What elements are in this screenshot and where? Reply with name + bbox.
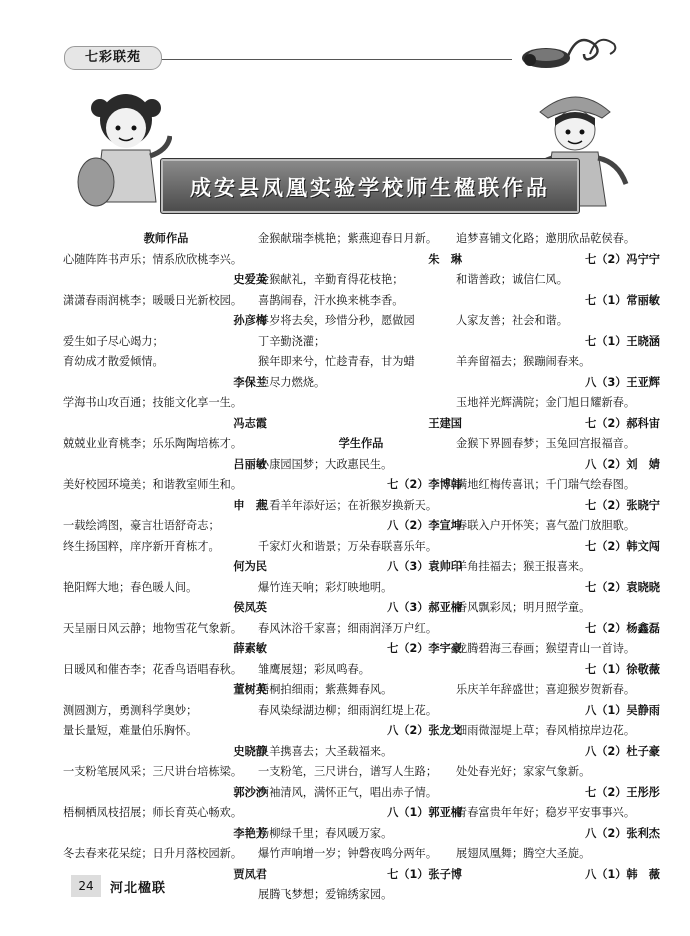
couplet-line: 小康园国梦；大政惠民生。 xyxy=(258,457,393,471)
couplet-line: 心随阵阵书声乐；情系欣欣桃李兴。 xyxy=(63,252,243,266)
couplet-line: 冬去春来花呆绽；日升月落校园新。 xyxy=(63,847,243,860)
author-name: 七（1）常丽敏 xyxy=(585,293,660,307)
couplet-line: 金猴献瑞李桃艳；紫燕迎春日月新。 xyxy=(258,232,438,245)
author-name: 七（1）徐敬薇 xyxy=(585,662,660,676)
column-1 xyxy=(63,229,269,885)
couplet-line: 炬尽力燃烧。 xyxy=(258,375,326,389)
couplet-line: 和谐善政；诚信仁风。 xyxy=(456,273,568,286)
author-name: 七（2）郝科宙 xyxy=(585,416,660,430)
couplet-line: 羊角挂福去；猴王报喜来。 xyxy=(456,560,591,573)
decorative-ornament-icon xyxy=(510,30,620,72)
author-name: 八（2）刘 婧 xyxy=(585,457,660,471)
couplet-line: 金猴下界圆春梦；玉兔回宫报福音。 xyxy=(456,437,636,450)
couplet-line: 爱生如子尽心竭力； xyxy=(63,334,164,348)
section-heading: 教师作品 xyxy=(143,232,189,245)
couplet-line: 青春富贵年年好；稳岁平安事事兴。 xyxy=(456,806,636,819)
author-name: 八（2）张利杰 xyxy=(585,826,660,840)
author-name: 王建国 xyxy=(428,416,462,430)
author-name: 李保兰 xyxy=(233,375,267,389)
page-number: 24 xyxy=(71,875,101,897)
couplet-line: 一载绘鸿图，豪言壮语舒奇志； xyxy=(63,519,220,532)
author-name: 朱 琳 xyxy=(428,252,462,266)
couplet-line: 乐庆羊年辞盛世；喜迎猴岁贺新春。 xyxy=(456,683,636,696)
couplet-line: 美好校园环境美；和谐教室师生和。 xyxy=(63,478,243,491)
couplet-line: 春风染绿湖边柳；细雨润红堤上花。 xyxy=(258,703,438,717)
couplet-line: 人家友善；社会和谐。 xyxy=(456,314,568,327)
header-divider xyxy=(162,59,512,60)
couplet-line: 细雨微湿堤上草；春风梢掠岸边花。 xyxy=(456,724,636,737)
couplet-line: 天呈丽日风云静；地物雪花气象新。 xyxy=(63,621,243,635)
section-heading: 学生作品 xyxy=(338,437,384,450)
author-name: 冯志霞 xyxy=(233,416,267,430)
author-name: 八（3）郝亚楠 xyxy=(387,601,462,614)
couplet-line: 艳阳辉大地；春色暖人间。 xyxy=(63,580,198,594)
couplet-line: 龙腾碧海三春画；猴望青山一首诗。 xyxy=(456,642,636,655)
couplet-line: 日暖风和催杏李；花香鸟语唱春秋。 xyxy=(63,662,243,676)
author-name: 八（2）李宣坤 xyxy=(387,519,462,532)
couplet-line: 处处春光好；家家气象新。 xyxy=(456,765,591,778)
author-name: 史晓静 xyxy=(233,744,267,758)
author-name: 七（2）韩文闯 xyxy=(585,539,660,553)
couplet-line: 展腾飞梦想；爱锦绣家园。 xyxy=(258,888,393,901)
couplet-line: 丁辛勤浇灌； xyxy=(258,334,326,348)
couplet-line: 两袖清风，满怀正气，唱出赤子情。 xyxy=(258,785,438,799)
couplet-line: 梧桐栖凤枝招展；师长育英心畅欢。 xyxy=(63,806,243,819)
author-name: 八（1）郭亚楠 xyxy=(387,806,462,819)
couplet-line: 一支粉笔展风采；三尺讲台培栋梁。 xyxy=(63,765,243,778)
couplet-line: 灵羊携喜去；大圣载福来。 xyxy=(258,744,393,758)
couplet-line xyxy=(258,393,464,414)
couplet-line: 雏鹰展翅；彩凤鸣春。 xyxy=(258,662,370,676)
section-label: 七彩联苑 xyxy=(64,46,162,70)
couplet-line: 展翅凤凰舞；腾空大圣旋。 xyxy=(456,847,591,860)
author-name: 七（2）张晓宁 xyxy=(585,498,660,512)
author-name: 七（1）张子博 xyxy=(387,867,462,881)
couplet-line: 量长量短，难量伯乐胸怀。 xyxy=(63,724,198,737)
column-3 xyxy=(456,229,662,885)
couplet-line: 千家灯火和谐景；万朵春联喜乐年。 xyxy=(258,539,438,553)
author-name: 侯凤英 xyxy=(233,601,267,614)
author-name: 七（2）冯宁宁 xyxy=(585,252,660,266)
author-name: 七（2）袁晓晓 xyxy=(585,580,660,594)
couplet-line: 金猴献礼，辛勤育得花枝艳； xyxy=(258,273,404,286)
couplet-line: 测圆测方，勇测科学奥妙； xyxy=(63,703,198,717)
couplet-line: 春联入户开怀笑；喜气盈门放胆歌。 xyxy=(456,519,636,532)
author-name: 八（3）袁帅印 xyxy=(387,560,462,573)
couplet-line: 育幼成才散爱倾情。 xyxy=(63,355,164,368)
couplet-line: 潇潇春雨润桃李；暖暖日光新校园。 xyxy=(63,293,243,307)
couplet-line: 追梦喜铺文化路；邀朋欣品乾侯春。 xyxy=(456,232,636,245)
author-name: 八（2）张龙戈 xyxy=(387,724,462,737)
couplet-line: 喜鹊闹春，汗水换来桃李香。 xyxy=(258,293,404,307)
couplet-line: 满地红梅传喜讯；千门瑞气绘春图。 xyxy=(456,478,636,491)
couplet-line: 香风飘彩凤；明月照学童。 xyxy=(456,601,591,614)
author-name: 董树英 xyxy=(233,683,267,696)
couplet-line: 羊奔留福去；猴蹦闹春来。 xyxy=(456,355,591,368)
author-name: 八（2）杜子豪 xyxy=(585,744,660,758)
author-name: 吕丽敏 xyxy=(233,457,267,471)
author-name: 郭沙沙 xyxy=(233,785,267,799)
couplet-line: 春风沐浴千家喜；细雨润泽万户红。 xyxy=(258,621,438,635)
column-2 xyxy=(258,229,464,906)
couplet-line: 爆竹连天响；彩灯映地明。 xyxy=(258,580,393,594)
couplet-line: 猴年即来兮，忙趁青春，甘为蜡 xyxy=(258,355,415,368)
couplet-line: 终生扬国粹，庠序新开育栋才。 xyxy=(63,539,220,553)
author-name: 薛素敏 xyxy=(233,642,267,655)
couplet-line: 一支粉笔，三尺讲台，谱写人生路； xyxy=(258,765,438,778)
publication-name: 河北楹联 xyxy=(110,881,167,896)
cartoon-girl-left-icon xyxy=(76,86,172,214)
author-name: 何为民 xyxy=(233,560,267,573)
author-name: 七（2）杨鑫磊 xyxy=(585,621,660,635)
author-name: 七（2）王彤彤 xyxy=(585,785,660,799)
author-name: 七（2）李博韩 xyxy=(387,478,462,491)
author-name: 八（1）韩 薇 xyxy=(585,867,660,881)
couplet-line: 兢兢业业育桃李；乐乐陶陶培栋才。 xyxy=(63,437,243,450)
couplet-line: 玉地祥光辉满院；金门旭日耀新春。 xyxy=(456,396,636,409)
couplet-line: 已看羊年添好运；在祈猴岁换新天。 xyxy=(258,498,438,512)
page-title: 成安县凤凰实验学校师生楹联作品 xyxy=(190,176,550,200)
couplet-line: 杨柳绿千里；春风暖万家。 xyxy=(258,826,393,840)
author-name: 申 燕 xyxy=(233,498,267,512)
author-name: 史爱英 xyxy=(233,273,267,286)
author-name: 李艳芳 xyxy=(233,826,267,840)
author-name: 八（1）吴静雨 xyxy=(585,703,660,717)
couplet-line: 爆竹声响增一岁；钟磬夜鸣分两年。 xyxy=(258,847,438,860)
author-name: 七（2）李宇豪 xyxy=(387,642,462,655)
couplet-line: 羊岁将去矣，珍惜分秒，愿做园 xyxy=(258,314,415,327)
couplet-line: 学海书山攻百通；技能文化享一生。 xyxy=(63,396,243,409)
author-name: 七（1）王晓涵 xyxy=(585,334,660,348)
title-banner xyxy=(160,158,580,214)
author-name: 八（3）王亚辉 xyxy=(585,375,660,389)
author-name: 孙彦梅 xyxy=(233,314,267,327)
couplet-line: 梧桐拍细雨；紫燕舞春风。 xyxy=(258,683,393,696)
author-name: 贾凤君 xyxy=(233,867,267,881)
